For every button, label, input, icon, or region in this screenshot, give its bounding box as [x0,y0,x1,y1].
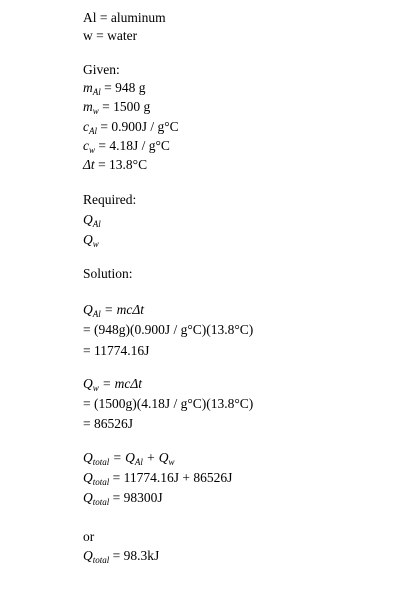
q-water-substitution: = (1500g)(4.18J / g°C)(13.8°C) [83,396,254,411]
q-total-formula: $Q_{total} = Q_{Al} + Q_w$ [83,450,175,467]
definition-water: w = water [83,28,138,43]
given-specific-heat-aluminum: $c_{Al} = 0.900J / g^\circ C$ [83,119,179,136]
q-aluminum-formula: $Q_{Al} = mc\Delta t$ [83,302,145,319]
q-water-formula: $Q_w = mc\Delta t$ [83,376,143,393]
given-mass-water: $m_w = 1500$ g [83,99,151,116]
or-label: or [83,529,95,544]
given-heading: Given: [83,62,120,77]
required-heading: Required: [83,192,137,207]
definition-aluminum: Al = aluminum [83,10,166,25]
q-water-result: = 86526J [83,416,133,431]
required-q-aluminum: $Q_{Al}$ [83,212,101,229]
given-specific-heat-water: $c_w = 4.18J / g^\circ C$ [83,138,170,155]
q-aluminum-substitution: = (948g)(0.900J / g°C)(13.8°C) [83,322,254,337]
q-total-final-kj: $Q_{total} = 98.3kJ$ [83,548,160,565]
q-total-substitution: $Q_{total} = 11774.16J + 86526J$ [83,470,233,487]
given-mass-aluminum: $m_{Al} = 948$ g [83,80,146,97]
solution-heading: Solution: [83,266,133,281]
required-q-water: $Q_w$ [83,232,99,249]
q-aluminum-result: = 11774.16J [83,343,150,358]
given-temperature-change: Δt = 13.8°C [83,157,148,172]
q-total-result: $Q_{total} = 98300J$ [83,490,163,507]
